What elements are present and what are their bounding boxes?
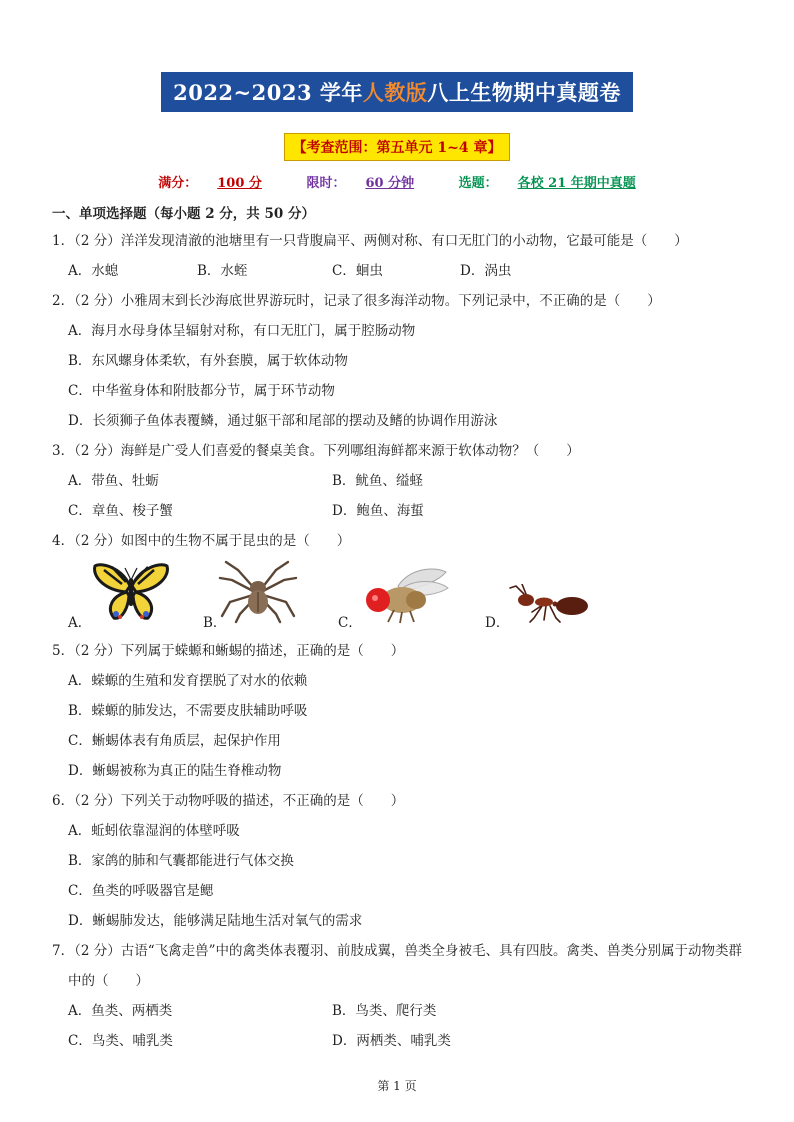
option: C．章鱼、梭子蟹 <box>68 503 173 519</box>
option: D．蜥蜴肺发达，能够满足陆地生活对氧气的需求 <box>68 913 363 929</box>
title-subject: 八上生物期中真题卷 <box>427 80 621 105</box>
title-wrap <box>0 72 794 112</box>
option: B．鸟类、爬行类 <box>332 1003 437 1019</box>
option: D．涡虫 <box>460 263 512 279</box>
question-stem: 7．（2 分）古语“飞禽走兽”中的禽类体表覆羽、前肢成翼，兽类全身被毛、具有四肢。禽类、兽类分别属于动物类群 <box>52 943 743 959</box>
question-stem: 3．（2 分）海鲜是广受人们喜爱的餐桌美食。下列哪组海鲜都来源于软体动物？（ ） <box>52 443 580 459</box>
option: C．中华鲎身体和附肢都分节，属于环节动物 <box>68 383 335 399</box>
page-number: 第 1 页 <box>377 1079 417 1093</box>
time-limit <box>296 176 424 191</box>
page-title <box>161 72 633 112</box>
option: C．蜥蜴体表有角质层，起保护作用 <box>68 733 281 749</box>
option: C．鸟类、哺乳类 <box>68 1033 173 1049</box>
option: A． <box>68 615 92 631</box>
question-stem: 6．（2 分）下列关于动物呼吸的描述，不正确的是（ ） <box>52 793 405 809</box>
question-stem: 5．（2 分）下列属于蝾螈和蜥蜴的描述，正确的是（ ） <box>52 643 405 659</box>
option: B．鱿鱼、缢蛏 <box>332 473 423 489</box>
option: A．蝾螈的生殖和发育摆脱了对水的依赖 <box>68 673 308 689</box>
option: D．蜥蜴被称为真正的陆生脊椎动物 <box>68 763 282 779</box>
option: B．东风螺身体柔软，有外套膜，属于软体动物 <box>68 353 348 369</box>
spider-image <box>218 558 298 624</box>
full-score <box>148 176 272 191</box>
time-limit-label: 限时： <box>306 176 346 191</box>
option: D．两栖类、哺乳类 <box>332 1033 451 1049</box>
exam-meta <box>0 172 794 191</box>
option: D．长须狮子鱼体表覆鳞，通过躯干部和尾部的摆动及鳍的协调作用游泳 <box>68 413 498 429</box>
option: C．鱼类的呼吸器官是鳃 <box>68 883 214 899</box>
option: D．鲍鱼、海蜇 <box>332 503 424 519</box>
option: C． <box>338 615 362 631</box>
question-stem: 4．（2 分）如图中的生物不属于昆虫的是（ ） <box>52 533 351 549</box>
butterfly-image <box>92 562 170 624</box>
option: A．蚯蚓依靠湿润的体壁呼吸 <box>68 823 240 839</box>
full-score-label: 满分： <box>158 176 198 191</box>
fly-image <box>358 566 450 624</box>
question-stem: 2．（2 分）小雅周末到长沙海底世界游玩时，记录了很多海洋动物。下列记录中，不正确的是（ ） <box>52 293 661 309</box>
question-stem: 1．（2 分）洋洋发现清澈的池塘里有一只背腹扁平、两侧对称、有口无肛门的小动物，它最可能是（ ） <box>52 233 688 249</box>
section-title: 一、单项选择题（每小题 2 分，共 50 分） <box>52 206 315 222</box>
option: B．家鸽的肺和气囊都能进行气体交换 <box>68 853 294 869</box>
question-source-value: 各校 21 年期中真题 <box>517 176 636 191</box>
title-edition: 人教版 <box>362 80 428 105</box>
option: C．蛔虫 <box>332 263 383 279</box>
option: B．水蛭 <box>197 263 248 279</box>
scope-wrap <box>0 133 794 161</box>
question-stem-continued: 中的（ ） <box>68 973 149 989</box>
question-source <box>449 176 646 191</box>
option: A．鱼类、两栖类 <box>68 1003 173 1019</box>
time-limit-value: 60 分钟 <box>365 176 415 191</box>
option: A．海月水母身体呈辐射对称，有口无肛门，属于腔肠动物 <box>68 323 416 339</box>
full-score-value: 100 分 <box>217 176 262 191</box>
option: B．蝾螈的肺发达，不需要皮肤辅助呼吸 <box>68 703 308 719</box>
ant-image <box>508 584 594 624</box>
option: A．带鱼、牡蛎 <box>68 473 159 489</box>
option: A．水螅 <box>68 263 119 279</box>
title-year: 2022~2023 学年 <box>173 80 363 105</box>
exam-scope: 【考查范围：第五单元 1~4 章】 <box>284 133 511 161</box>
option: B． <box>203 615 227 631</box>
question-source-label: 选题： <box>458 176 498 191</box>
option: D． <box>485 615 510 631</box>
